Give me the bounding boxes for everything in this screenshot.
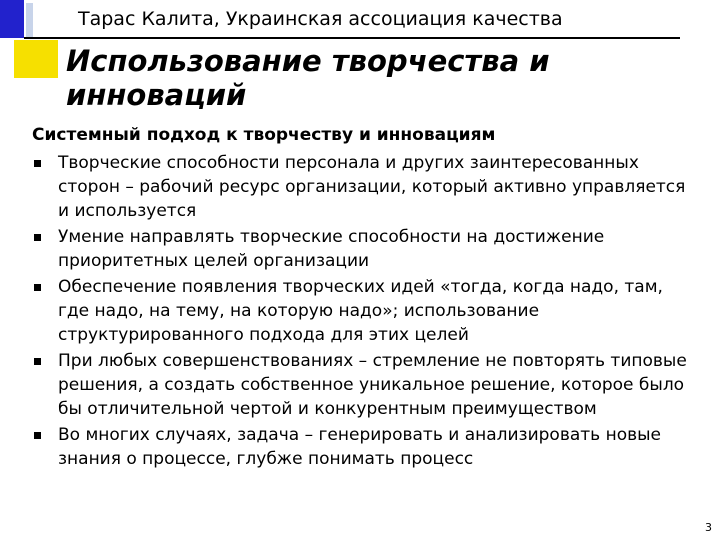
slide-title <box>66 44 626 112</box>
bullet-text: Во многих случаях, задача – генерировать и анализировать новые знания о процессе, глубже понимать процесс <box>58 425 662 469</box>
square-bullet-icon <box>34 234 41 241</box>
square-bullet-icon <box>34 160 41 167</box>
bullet-text: Умение направлять творческие способности на достижение приоритетных целей организации <box>58 227 605 271</box>
decorative-light-stripe <box>26 3 33 37</box>
bullet-text: Обеспечение появления творческих идей «тогда, когда надо, там, где надо, на тему, на которую надо»; использование структурированного подхода для этих целей <box>58 277 663 345</box>
square-bullet-icon <box>34 358 41 365</box>
decorative-yellow-square <box>14 40 58 78</box>
slide-header: Тарас Калита, Украинская ассоциация качества <box>78 8 563 30</box>
section-subheading: Системный подход к творчеству и инновациям <box>32 125 496 145</box>
bullet-item <box>32 349 696 421</box>
bullet-text: При любых совершенствованиях – стремление не повторять типовые решения, а создать собственное уникальное решение, которое было бы отличительной чертой и конкурентным преимуществом <box>58 351 687 419</box>
bullet-item <box>32 151 696 223</box>
slide-content <box>32 124 696 473</box>
bullet-list <box>32 151 696 471</box>
decorative-blue-square <box>0 0 24 38</box>
slide-title-line-1: Использование творчества и <box>66 44 550 78</box>
bullet-item <box>32 423 696 471</box>
bullet-item <box>32 275 696 347</box>
bullet-item <box>32 225 696 273</box>
square-bullet-icon <box>34 432 41 439</box>
square-bullet-icon <box>34 284 41 291</box>
header-rule <box>24 37 680 39</box>
slide-title-line-2: инноваций <box>66 78 247 112</box>
page-number: 3 <box>705 521 712 534</box>
bullet-text: Творческие способности персонала и других заинтересованных сторон – рабочий ресурс организации, который активно управляется и используется <box>58 153 686 221</box>
